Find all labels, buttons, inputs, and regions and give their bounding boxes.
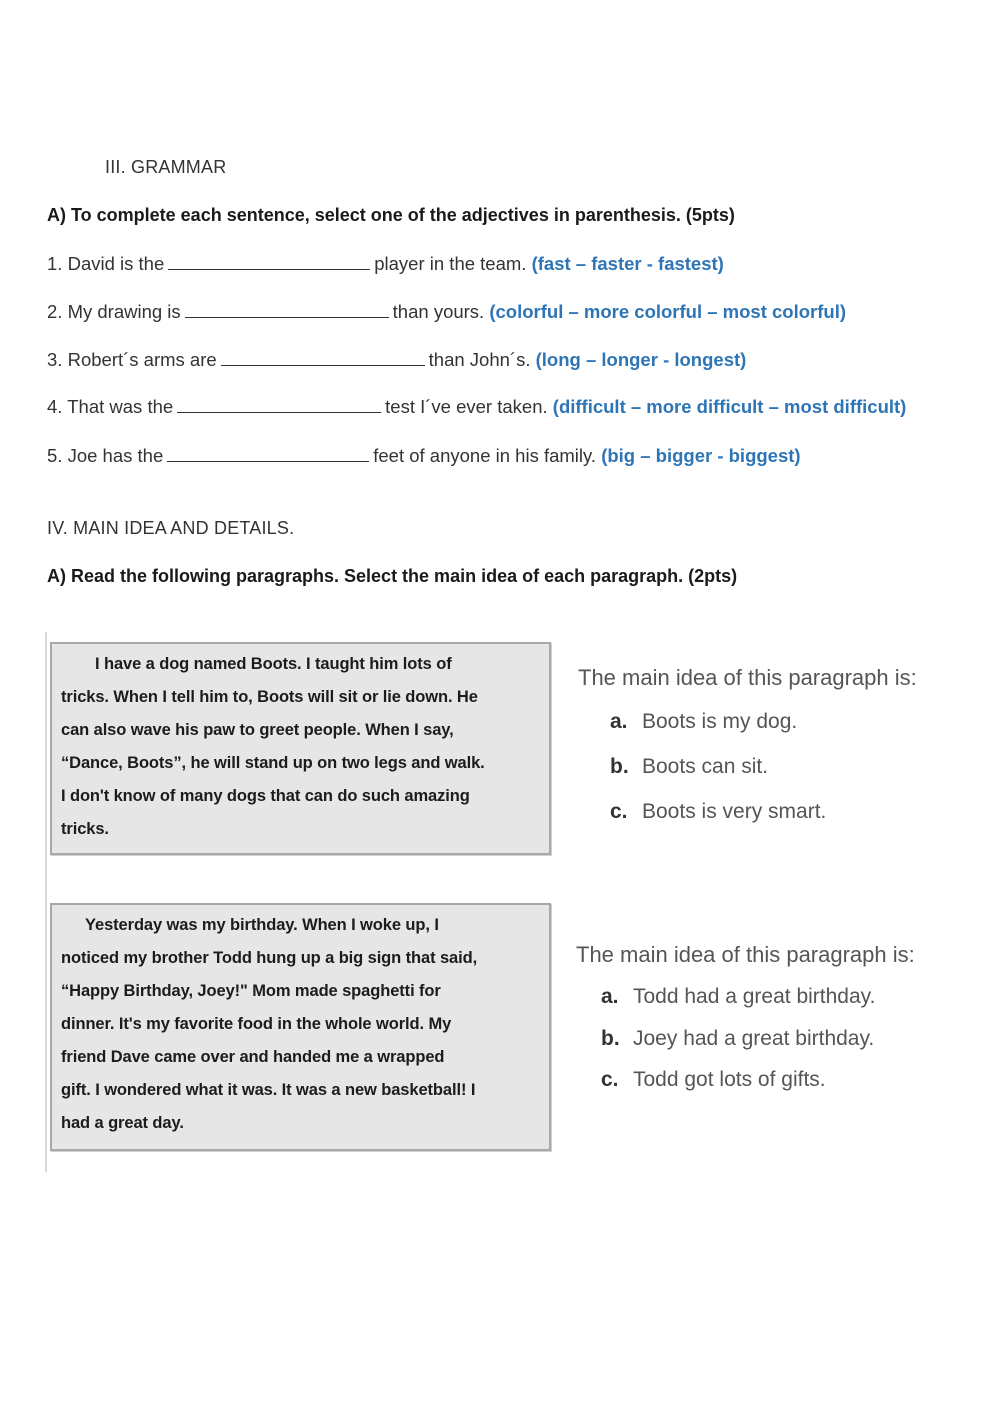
margin-rule <box>45 632 47 1172</box>
sentence-number: 4. <box>47 396 63 417</box>
paragraph-line: noticed my brother Todd hung up a big sign that said, <box>61 949 478 967</box>
choice-text: Boots is very smart. <box>642 800 827 823</box>
paragraph-line: had a great day. <box>61 1114 184 1132</box>
choice-2b[interactable] <box>601 1027 874 1051</box>
choice-letter: a. <box>610 710 628 733</box>
sentence-before: Robert´s arms are <box>67 349 217 370</box>
choice-text: Boots can sit. <box>642 755 769 778</box>
choice-1c[interactable] <box>610 800 826 824</box>
main-idea-instruction: A) Read the following paragraphs. Select the main idea of each paragraph. (2pts) <box>47 566 738 586</box>
choice-letter: b. <box>601 1027 620 1050</box>
paragraph-line: tricks. When I tell him to, Boots will sit or lie down. He <box>61 688 478 706</box>
sentence-2 <box>47 301 846 323</box>
sentence-after: player in the team. <box>374 253 527 274</box>
answer-blank[interactable] <box>168 254 370 270</box>
choice-letter: b. <box>610 755 629 778</box>
adjective-options: (colorful – more colorful – most colorful) <box>489 301 847 322</box>
choice-text: Boots is my dog. <box>642 710 798 733</box>
adjective-options: (long – longer - longest) <box>535 349 747 370</box>
answer-blank[interactable] <box>177 397 381 413</box>
choice-letter: a. <box>601 985 619 1008</box>
sentence-after: test I´ve ever taken. <box>385 396 548 417</box>
paragraph-line: I have a dog named Boots. I taught him lots of <box>95 655 452 673</box>
choice-letter: c. <box>610 800 628 823</box>
choice-text: Todd got lots of gifts. <box>633 1068 826 1091</box>
sentence-number: 1. <box>47 253 63 274</box>
paragraph-line: can also wave his paw to greet people. When I say, <box>61 721 454 739</box>
question-title-2: The main idea of this paragraph is: <box>576 942 915 967</box>
paragraph-line: “Dance, Boots”, he will stand up on two legs and walk. <box>61 754 485 772</box>
paragraph-line: “Happy Birthday, Joey!" Mom made spaghetti for <box>61 982 441 1000</box>
paragraph-line: I don't know of many dogs that can do such amazing <box>61 787 470 805</box>
sentence-after: feet of anyone in his family. <box>373 445 597 466</box>
paragraph-line: Yesterday was my birthday. When I woke up, I <box>85 916 439 934</box>
sentence-number: 5. <box>47 445 63 466</box>
sentence-after: than John´s. <box>428 349 531 370</box>
sentence-1 <box>47 253 724 275</box>
paragraph-line: friend Dave came over and handed me a wrapped <box>61 1048 445 1066</box>
paragraph-text <box>61 648 537 846</box>
choice-letter: c. <box>601 1068 619 1091</box>
sentence-number: 2. <box>47 301 63 322</box>
choice-2a[interactable] <box>601 985 875 1009</box>
sentence-before: My drawing is <box>67 301 181 322</box>
sentence-before: That was the <box>67 396 174 417</box>
question-title-1: The main idea of this paragraph is: <box>578 665 917 690</box>
paragraph-box-1 <box>50 642 551 855</box>
sentence-number: 3. <box>47 349 63 370</box>
sentence-4 <box>47 396 906 418</box>
paragraph-box-2 <box>50 903 551 1151</box>
paragraph-text <box>61 909 537 1140</box>
main-idea-heading: IV. MAIN IDEA AND DETAILS. <box>47 518 295 538</box>
choice-text: Joey had a great birthday. <box>633 1027 875 1050</box>
adjective-options: (difficult – more difficult – most difficult) <box>552 396 907 417</box>
choice-2c[interactable] <box>601 1068 826 1092</box>
sentence-3 <box>47 349 746 371</box>
choice-1a[interactable] <box>610 710 797 734</box>
choice-1b[interactable] <box>610 755 768 779</box>
sentence-before: Joe has the <box>67 445 164 466</box>
answer-blank[interactable] <box>221 350 425 366</box>
grammar-heading: III. GRAMMAR <box>105 157 227 177</box>
adjective-options: (fast – faster - fastest) <box>531 253 724 274</box>
choice-text: Todd had a great birthday. <box>633 985 876 1008</box>
answer-blank[interactable] <box>167 446 369 462</box>
paragraph-line: tricks. <box>61 820 109 838</box>
adjective-options: (big – bigger - biggest) <box>601 445 801 466</box>
sentence-after: than yours. <box>392 301 485 322</box>
paragraph-line: gift. I wondered what it was. It was a new basketball! I <box>61 1081 476 1099</box>
paragraph-line: dinner. It's my favorite food in the whole world. My <box>61 1015 452 1033</box>
answer-blank[interactable] <box>185 302 389 318</box>
sentence-before: David is the <box>67 253 165 274</box>
sentence-5 <box>47 445 801 467</box>
grammar-instruction: A) To complete each sentence, select one of the adjectives in parenthesis. (5pts) <box>47 205 735 225</box>
